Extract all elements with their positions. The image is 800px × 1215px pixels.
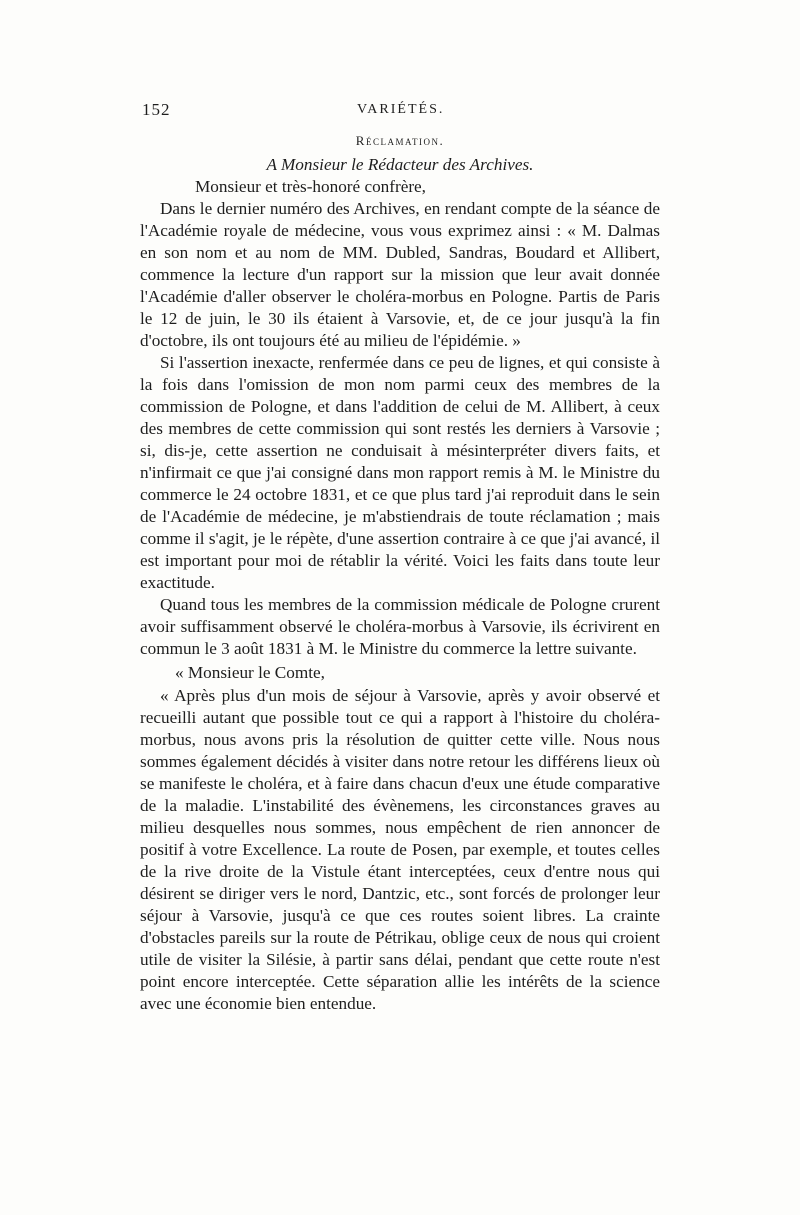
paragraph-commission: Quand tous les membres de la commission médicale de Pologne crurent avoir suffisamment observé le choléra-morbus à Varsovie, ils écrivirent en commun le 3 août 1831 à M. le Ministre du commerce la lettre suivante. — [140, 595, 660, 658]
article-body — [140, 128, 660, 1015]
running-title: VARIÉTÉS. — [357, 102, 445, 117]
page-number: 152 — [142, 100, 171, 119]
letter-body: « Après plus d'un mois de séjour à Varsovie, après y avoir observé et recueilli autant que possible tout ce qui a rapport à l'histoire du choléra-morbus, nous avons pris la résolution de quitter cette ville. Nous nous sommes également décidés à visiter dans notre retour les différens lieux où se manifeste le choléra, et à faire dans chacun d'eux une étude comparative de la maladie. L'instabilité des évènemens, les circonstances graves au milieu desquelles nous sommes, nous empêchent de rien annoncer de positif à votre Excellence. La route de Posen, par exemple, et toutes celles de la rive droite de la Vistule étant interceptées, ceux d'entre nous qui désirent se diriger vers le nord, Dantzic, etc., sont forcés de prolonger leur séjour à Varsovie, jusqu'à ce que ces routes soient libres. La crainte d'obstacles pareils sur la route de Pétrikau, oblige ceux de nous qui croient utile de visiter la Silésie, à partir sans délai, pendant que cette route n'est point encore interceptée. Cette séparation allie les intérêts de la science avec une économie bien entendue. — [140, 686, 660, 1013]
article-subheading: A Monsieur le Rédacteur des Archives. — [266, 155, 534, 174]
paragraph-quote: Dans le dernier numéro des Archives, en rendant compte de la séance de l'Académie royale de médecine, vous vous exprimez ainsi : « M. Dalmas en son nom et au nom de MM. Dubled, Sandras, Boudard et Allibert, commence la lecture d'un rapport sur la mission que leur avait donnée l'Académie d'aller observer le choléra-morbus en Pologne. Partis de Paris le 12 de juin, le 30 ils étaient à Varsovie, et, de ce jour jusqu'à la fin d'octobre, ils ont toujours été au milieu de l'épidémie. » — [140, 199, 660, 350]
article-salutation: Monsieur et très-honoré confrère, — [195, 177, 426, 196]
paragraph-assertion: Si l'assertion inexacte, renfermée dans ce peu de lignes, et qui consiste à la fois dans l'omission de mon nom parmi ceux des membres de la commission de Pologne, et dans l'addition de celui de M. Allibert, à ceux des membres de cette commission qui sont restés les derniers à Varsovie ; si, dis-je, cette assertion ne conduisait à mésinterpréter divers faits, et n'infirmait ce que j'ai consigné dans mon rapport remis à M. le Ministre du commerce le 24 octobre 1831, et ce que plus tard j'ai reproduit dans le sein de l'Académie de médecine, je m'abstiendrais de toute réclamation ; mais comme il s'agit, je le répète, d'une assertion contraire à ce que j'ai avancé, il est important pour moi de rétablir la vérité. Voici les faits dans toute leur exactitude. — [140, 353, 660, 592]
running-head — [142, 100, 662, 128]
article-heading: Réclamation. — [355, 133, 445, 148]
letter-salutation: « Monsieur le Comte, — [175, 663, 325, 682]
